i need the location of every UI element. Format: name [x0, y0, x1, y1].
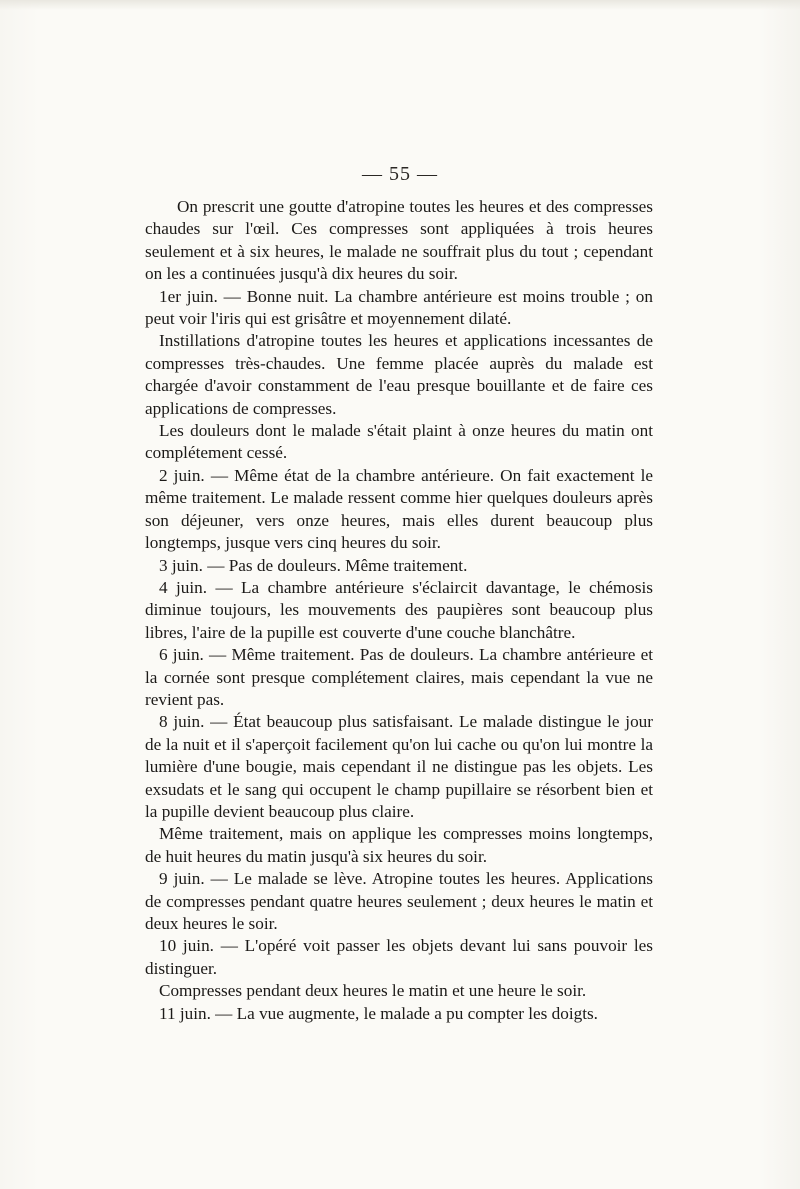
paragraph-atropine-prescription: On prescrit une goutte d'atropine toutes les heures et des compresses chaudes sur l'œil. Ces compresses sont appliquées à trois heures seulement et à six heures, le malade ne souffrait plus du tout ; cependant on les a continuées jusqu'à dix heures du soir.: [145, 197, 653, 284]
page-number: — 55 —: [362, 163, 438, 185]
paragraph-same-treatment: Même traitement, mais on applique les compresses moins longtemps, de huit heures du matin jusqu'à six heures du soir.: [145, 824, 653, 866]
paragraph-june-8: 8 juin. — État beaucoup plus satisfaisant. Le malade distingue le jour de la nuit et il s'aperçoit facilement qu'on lui cache ou qu'on lui montre la lumière d'une bougie, mais cependant il ne distingue pas les objets. Les exsudats et le sang qui occupent le champ pupillaire se résorbent bien et la pupille devient beaucoup plus claire.: [145, 712, 653, 821]
paragraph-june-4: 4 juin. — La chambre antérieure s'éclaircit davantage, le chémosis diminue toujours, les mouvements des paupières sont beaucoup plus libres, l'aire de la pupille est couverte d'une couche blanchâtre.: [145, 577, 653, 642]
paragraph-instillations: Instillations d'atropine toutes les heures et applications incessantes de compresses très-chaudes. Une femme placée auprès du malade est chargée d'avoir constamment de l'eau presque bouillante et de faire ces applications de compresses.: [145, 331, 653, 418]
paragraph-june-6: 6 juin. — Même traitement. Pas de douleurs. La chambre antérieure et la cornée sont presque complétement claires, mais cependant la vue ne revient pas.: [145, 645, 653, 709]
paragraph-compresses: Compresses pendant deux heures le matin et une heure le soir.: [159, 981, 587, 1001]
body-text: [145, 196, 653, 1025]
paragraph-june-10: 10 juin. — L'opéré voit passer les objets devant lui sans pouvoir les distinguer.: [145, 936, 653, 978]
page-top-edge: [0, 0, 800, 10]
paragraph-june-3: 3 juin. — Pas de douleurs. Même traitement.: [159, 555, 468, 575]
paragraph-june-1: 1er juin. — Bonne nuit. La chambre antérieure est moins trouble ; on peut voir l'iris qui est grisâtre et moyennement dilaté.: [145, 286, 653, 329]
paragraph-june-2: 2 juin. — Même état de la chambre antérieure. On fait exactement le même traitement. Le malade ressent comme hier quelques douleurs après son déjeuner, vers onze heures, mais elles durent beaucoup plus longtemps, jusque vers cinq heures du soir.: [145, 465, 653, 553]
paragraph-pain-ceased: Les douleurs dont le malade s'était plaint à onze heures du matin ont complétement cessé.: [145, 421, 653, 463]
paragraph-june-9: 9 juin. — Le malade se lève. Atropine toutes les heures. Applications de compresses pendant quatre heures seulement ; deux heures le matin et deux heures le soir.: [145, 869, 653, 933]
paragraph-june-11: 11 juin. — La vue augmente, le malade a pu compter les doigts.: [159, 1003, 598, 1023]
